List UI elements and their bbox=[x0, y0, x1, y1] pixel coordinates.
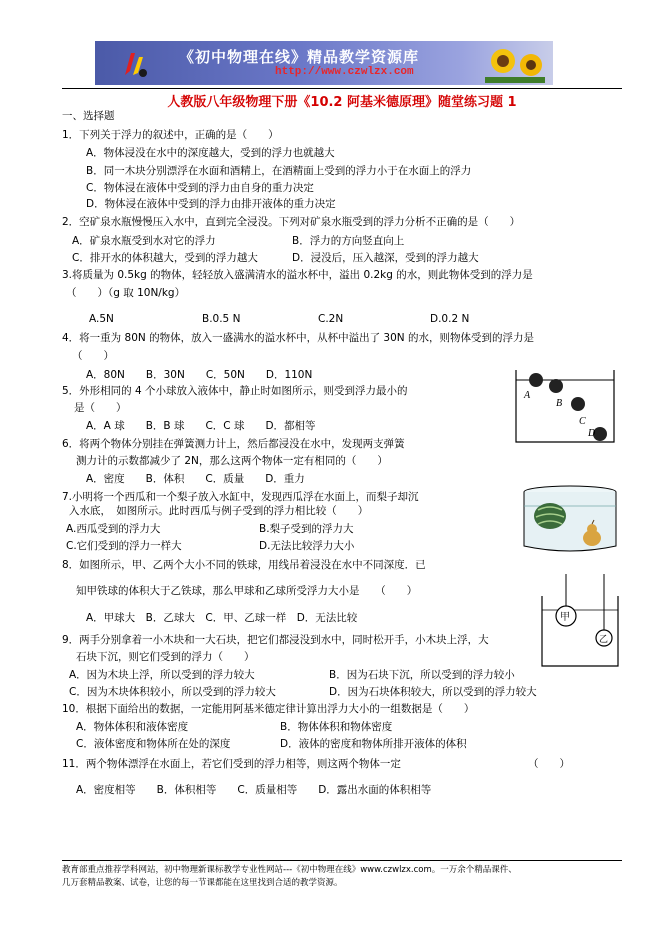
q1-option-c: C．物体浸在液体中受到的浮力由自身的重力决定 bbox=[86, 182, 314, 194]
q9-option-b: B．因为石块下沉，所以受到的浮力较小 bbox=[329, 669, 515, 681]
q2-option-d: D．浸没后，压入越深，受到的浮力越大 bbox=[292, 252, 479, 264]
question-2: 2．空矿泉水瓶慢慢压入水中，直到完全浸没。下列对矿泉水瓶受到的浮力分析不正确的是（ ） bbox=[62, 216, 521, 228]
q5-options: A．A 球 B．B 球 C．C 球 D．都相等 bbox=[86, 420, 316, 432]
q11-options: A．密度相等 B．体积相等 C．质量相等 D．露出水面的体积相等 bbox=[76, 784, 432, 796]
q1-option-a: A．物体浸没在水中的深度越大，受到的浮力也就越大 bbox=[86, 147, 335, 159]
question-8: 8．如图所示，甲、乙两个大小不同的铁球，用线吊着浸没在水中不同深度．已 bbox=[62, 559, 426, 571]
q9-option-d: D．因为石块体积较大，所以受到的浮力较大 bbox=[329, 686, 537, 698]
section-heading: 一、选择题 bbox=[62, 110, 115, 122]
question-4-cont: （ ） bbox=[72, 350, 114, 362]
label-a: A bbox=[524, 390, 531, 401]
question-1: 1．下列关于浮力的叙述中，正确的是（ ） bbox=[62, 129, 279, 141]
site-logo-icon bbox=[121, 47, 151, 79]
q2-option-b: B．浮力的方向竖直向上 bbox=[292, 235, 405, 247]
question-7: 7.小明将一个西瓜和一个梨子放入水缸中，发现西瓜浮在水面上，而梨子却沉 bbox=[62, 491, 419, 503]
q6-options: A．密度 B．体积 C．质量 D．重力 bbox=[86, 473, 305, 485]
question-9-cont: 石块下沉，则它们受到的浮力（ ） bbox=[76, 651, 255, 663]
question-6: 6．将两个物体分别挂在弹簧测力计上，然后都浸没在水中，发现两支弹簧 bbox=[62, 438, 405, 450]
footer-line-2: 几万套精品教案、试卷，让您的每一节课都能在这里找到合适的教学资源。 bbox=[62, 878, 343, 888]
label-jia: 甲 bbox=[560, 612, 570, 623]
q7-option-b: B.梨子受到的浮力大 bbox=[259, 523, 354, 535]
q9-option-c: C．因为木块体积较小，所以受到的浮力较大 bbox=[69, 686, 276, 698]
question-3: 3.将质量为 0.5kg 的物体，轻轻放入盛满清水的溢水杯中，溢出 0.2kg 的水，则此物体受到的浮力是 bbox=[62, 269, 533, 281]
question-4: 4．将一重为 80N 的物体，放入一盛满水的溢水杯中，从杯中溢出了 30N 的水，则物体受到的浮力是 bbox=[62, 332, 534, 344]
label-d: D bbox=[588, 428, 596, 439]
label-b: B bbox=[556, 398, 563, 409]
q8-options: A．甲球大 B．乙球大 C．甲、乙球一样 D．无法比较 bbox=[86, 612, 358, 624]
question-10: 10．根据下面给出的数据，一定能用阿基米德定律计算出浮力大小的一组数据是（ ） bbox=[62, 703, 475, 715]
question-6-cont: 测力计的示数都减少了 2N，那么这两个物体一定有相同的（ ） bbox=[76, 455, 388, 467]
q4-options: A．80N B．30N C．50N D．110N bbox=[86, 369, 313, 381]
question-3-cont: （ ）（g 取 10N/kg） bbox=[66, 287, 186, 299]
hanging-balls-figure bbox=[540, 572, 620, 670]
q2-option-a: A．矿泉水瓶受到水对它的浮力 bbox=[72, 235, 216, 247]
q1-option-b: B．同一木块分别漂浮在水面和酒精上，在酒精面上受到的浮力小于在水面上的浮力 bbox=[86, 165, 472, 177]
q7-option-a: A.西瓜受到的浮力大 bbox=[66, 523, 161, 535]
q10-option-b: B．物体体积和物体密度 bbox=[280, 721, 393, 733]
footer-line-1: 教育部重点推荐学科网站，初中物理新课标教学专业性网站---《初中物理在线》www.czwlzx.com。一万余个精品课件、 bbox=[62, 865, 517, 875]
q10-option-c: C．液体密度和物体所在处的深度 bbox=[76, 738, 231, 750]
ball-b bbox=[549, 379, 563, 393]
page-footer bbox=[62, 864, 622, 890]
q7-option-d: D.无法比较浮力大小 bbox=[259, 540, 355, 552]
question-11-paren: （ ） bbox=[528, 758, 570, 770]
question-11: 11．两个物体漂浮在水面上，若它们受到的浮力相等，则这两个物体一定 bbox=[62, 758, 401, 770]
banner-title: 《初中物理在线》精品教学资源库 bbox=[179, 48, 420, 66]
balls-in-liquid-figure bbox=[514, 368, 618, 446]
q2-option-c: C．排开水的体积越大，受到的浮力越大 bbox=[72, 252, 258, 264]
q9-option-a: A．因为木块上浮，所以受到的浮力较大 bbox=[69, 669, 255, 681]
question-8-cont: 知甲铁球的体积大于乙铁球，那么甲球和乙球所受浮力大小是 （ ） bbox=[76, 585, 418, 597]
label-yi: 乙 bbox=[599, 635, 609, 645]
header-banner bbox=[95, 41, 553, 85]
q7-option-c: C.它们受到的浮力一样大 bbox=[66, 540, 182, 552]
q3-option-b: B.0.5 N bbox=[202, 313, 241, 325]
label-c: C bbox=[579, 416, 586, 427]
watermelon-pear-figure bbox=[520, 484, 620, 556]
question-5: 5．外形相同的 4 个小球放入液体中，静止时如图所示，则受到浮力最小的 bbox=[62, 385, 408, 397]
ball-a bbox=[529, 373, 543, 387]
q3-option-c: C.2N bbox=[318, 313, 344, 325]
q10-option-d: D．液体的密度和物体所排开液体的体积 bbox=[280, 738, 467, 750]
page-title: 人教版八年级物理下册《10.2 阿基米德原理》随堂练习题 1 bbox=[167, 95, 517, 110]
question-5-cont: 是（ ） bbox=[74, 402, 127, 414]
banner-url[interactable]: http://www.czwlzx.com bbox=[275, 66, 414, 78]
header-rule bbox=[62, 88, 622, 89]
question-7-cont: 入水底， 如图所示。此时西瓜与例子受到的浮力相比较（ ） bbox=[69, 505, 369, 517]
question-9: 9．两手分别拿着一小木块和一大石块，把它们都浸没到水中，同时松开手，小木块上浮，大 bbox=[62, 634, 489, 646]
q10-option-a: A．物体体积和液体密度 bbox=[76, 721, 189, 733]
sunflower-icon bbox=[485, 45, 545, 83]
q1-option-d: D．物体浸在液体中受到的浮力由排开液体的重力决定 bbox=[86, 198, 336, 210]
ball-c bbox=[571, 397, 585, 411]
q3-option-d: D.0.2 N bbox=[430, 313, 470, 325]
q3-option-a: A.5N bbox=[89, 313, 114, 325]
footer-rule bbox=[62, 860, 622, 861]
